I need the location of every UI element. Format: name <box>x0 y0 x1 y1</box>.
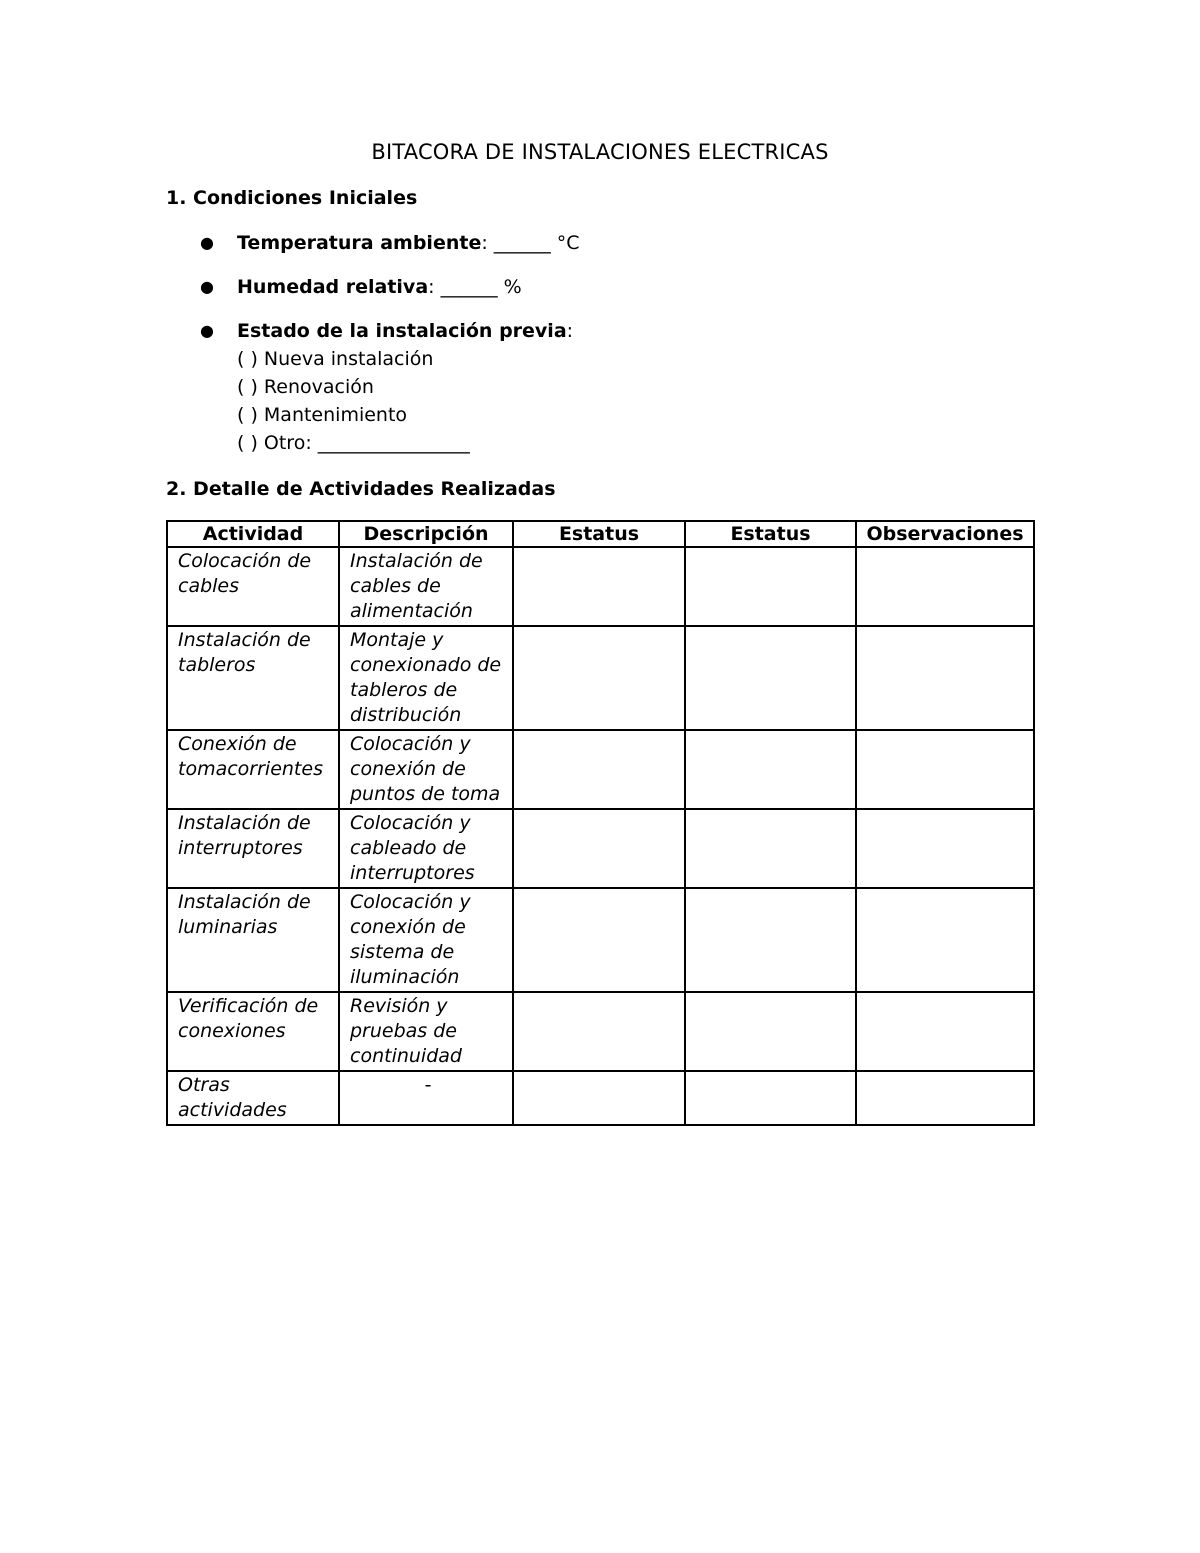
observations-cell[interactable] <box>856 626 1034 730</box>
activity-cell: Instalación de luminarias <box>167 888 339 992</box>
list-item-previous-state <box>200 317 573 457</box>
table-row <box>167 1071 1034 1125</box>
field-label-temperature: Temperatura ambiente <box>237 232 482 254</box>
column-header-activity: Actividad <box>167 521 339 547</box>
table-row <box>167 888 1034 992</box>
description-cell: Instalación de cables de alimentación <box>339 547 513 626</box>
field-label-previous-state: Estado de la instalación previa <box>237 320 567 342</box>
status-cell[interactable] <box>685 809 856 888</box>
list-item-temperature <box>200 229 580 257</box>
column-header-status-1: Estatus <box>513 521 685 547</box>
column-header-status-2: Estatus <box>685 521 856 547</box>
status-cell[interactable] <box>685 730 856 809</box>
status-cell[interactable] <box>685 888 856 992</box>
list-item-humidity <box>200 273 522 301</box>
status-cell[interactable] <box>685 992 856 1071</box>
page-title: BITACORA DE INSTALACIONES ELECTRICAS <box>371 140 829 164</box>
section-heading-activities: 2. Detalle de Actividades Realizadas <box>166 478 556 500</box>
option-other: ( ) Otro: ________________ <box>237 432 470 454</box>
activity-cell: Colocación de cables <box>167 547 339 626</box>
field-label-humidity: Humedad relativa <box>237 276 429 298</box>
field-blank-temperature: : ______ °C <box>481 232 580 254</box>
status-cell[interactable] <box>513 730 685 809</box>
observations-cell[interactable] <box>856 992 1034 1071</box>
status-cell[interactable] <box>685 1071 856 1125</box>
observations-cell[interactable] <box>856 730 1034 809</box>
option-new-installation: ( ) Nueva instalación <box>237 348 434 370</box>
observations-cell[interactable] <box>856 547 1034 626</box>
activity-cell: Conexión de tomacorrientes <box>167 730 339 809</box>
status-cell[interactable] <box>513 888 685 992</box>
table-row <box>167 626 1034 730</box>
description-cell: - <box>339 1071 513 1125</box>
section-heading-initial-conditions: 1. Condiciones Iniciales <box>166 187 418 209</box>
description-cell: Colocación y cableado de interruptores <box>339 809 513 888</box>
description-cell: Colocación y conexión de puntos de toma <box>339 730 513 809</box>
status-cell[interactable] <box>685 547 856 626</box>
activity-cell: Otras actividades <box>167 1071 339 1125</box>
observations-cell[interactable] <box>856 809 1034 888</box>
field-colon-previous-state: : <box>566 320 574 342</box>
observations-cell[interactable] <box>856 1071 1034 1125</box>
table-row <box>167 809 1034 888</box>
column-header-description: Descripción <box>339 521 513 547</box>
table-row <box>167 992 1034 1071</box>
table-header-row <box>167 521 1034 547</box>
activities-table <box>166 520 1035 1126</box>
observations-cell[interactable] <box>856 888 1034 992</box>
field-blank-humidity: : ______ % <box>428 276 522 298</box>
bullet-icon: ● <box>200 321 214 340</box>
option-maintenance: ( ) Mantenimiento <box>237 404 408 426</box>
bullet-icon: ● <box>200 277 214 296</box>
status-cell[interactable] <box>513 809 685 888</box>
table-row <box>167 547 1034 626</box>
activity-cell: Instalación de interruptores <box>167 809 339 888</box>
table-row <box>167 730 1034 809</box>
description-cell: Revisión y pruebas de continuidad <box>339 992 513 1071</box>
status-cell[interactable] <box>513 626 685 730</box>
status-cell[interactable] <box>513 992 685 1071</box>
status-cell[interactable] <box>685 626 856 730</box>
status-cell[interactable] <box>513 1071 685 1125</box>
activity-cell: Verificación de conexiones <box>167 992 339 1071</box>
column-header-observations: Observaciones <box>856 521 1034 547</box>
description-cell: Montaje y conexionado de tableros de distribución <box>339 626 513 730</box>
activity-cell: Instalación de tableros <box>167 626 339 730</box>
status-cell[interactable] <box>513 547 685 626</box>
option-renovation: ( ) Renovación <box>237 376 374 398</box>
bullet-icon: ● <box>200 233 214 252</box>
description-cell: Colocación y conexión de sistema de iluminación <box>339 888 513 992</box>
